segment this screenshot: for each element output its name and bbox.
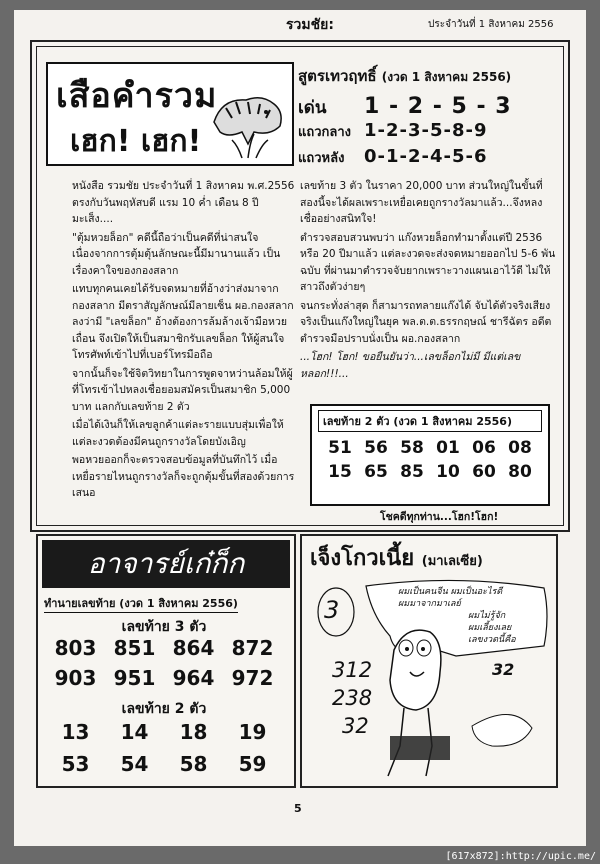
tiger-illustration: [208, 82, 288, 160]
watermark: [617x872]:http://upic.me/: [445, 851, 596, 862]
handwritten-numbers: [332, 656, 372, 740]
column-logo: [46, 62, 294, 166]
lottery-number: 56: [364, 438, 388, 458]
lottery-number: 54: [120, 752, 149, 776]
predict-title: ทำนายเลขท้าย (งวด 1 สิงหาคม 2556): [44, 594, 238, 613]
lottery-number: 65: [364, 462, 388, 482]
article-right-column: [300, 178, 556, 384]
bubble-line: ผมไม่รู้จัก: [468, 611, 506, 621]
lottery-number: 14: [120, 720, 149, 744]
lottery-number: 972: [231, 666, 274, 690]
last-two-box-title: เลขท้าย 2 ตัว (งวด 1 สิงหาคม 2556): [318, 410, 542, 432]
last-three-label: เลขท้าย 3 ตัว: [121, 619, 207, 635]
formula-row-label: แถวหลัง: [298, 151, 345, 166]
ajarn-panel: [36, 534, 296, 788]
bubble-line: ผมมาจากมาเลย์: [398, 599, 461, 609]
lottery-number: 58: [179, 752, 208, 776]
lottery-number: 53: [61, 752, 90, 776]
formula-row-value: 1-2-3-5-8-9: [364, 120, 488, 141]
article-left-column: [72, 178, 296, 504]
formula-heading: [298, 64, 552, 88]
article-paragraph: แทบทุกคนเคยได้รับจดหมายที่อ้างว่าส่งมาจากกองสลาก มีตราสัญลักษณ์มีลายเซ็น ผอ.กองสลาก ลงว่ามี "เลขล็อก" อ้างต้องการล้มล้างเจ้ามือหวยเถื่อน จึงเปิดให้เป็นสมาชิกรับเลขล็อก ให้ผู้สนใจโทรศัพท์เข้าไปที่เบอร์โทรมือถือ: [72, 283, 294, 361]
formula-row-label: แถวกลาง: [298, 125, 352, 140]
lottery-number: 59: [238, 752, 267, 776]
last-two-digit-box: [310, 404, 550, 506]
article-paragraph: เมื่อได้เงินก็ให้เลขลูกค้าแต่ละรายแบบสุ่มเพื่อให้แต่ละงวดต้องมีคนถูกรางวัลโดยบังเอิญ: [72, 419, 284, 448]
formula-title: สูตรเทวฤทธิ์: [298, 67, 377, 85]
handwritten-number: 312: [332, 658, 373, 682]
lottery-number: 13: [61, 720, 90, 744]
lottery-number: 872: [231, 636, 274, 660]
lottery-number: 803: [54, 636, 97, 660]
lottery-number: 864: [172, 636, 215, 660]
jeng-title: [310, 540, 483, 575]
jeng-title-suffix: (มาเลเซีย): [421, 554, 483, 569]
lottery-number: 08: [508, 438, 532, 458]
logo-title: เสือคำรวม: [56, 76, 218, 116]
lottery-number: 951: [113, 666, 156, 690]
formula-draw-date: (งวด 1 สิงหาคม 2556): [381, 70, 512, 84]
formula-row-value: 0-1-2-4-5-6: [364, 146, 488, 167]
article-paragraph: พอหวยออกก็จะตรวจสอบข้อมูลที่บันทึกไว้ เมื่อเหยื่อรายไหนถูกรางวัลก็จะถูกตุ้มขั้นที่สองด้วยการเสนอ: [72, 454, 295, 499]
jeng-title-text: เจ็งโกวเนี้ย: [310, 546, 415, 571]
bubble-line: ผมเลี้ยงเลย: [468, 623, 512, 633]
bubble-line: เลขงวดนี้คือ: [468, 635, 516, 645]
lottery-number: 06: [472, 438, 496, 458]
luck-line: โชคดีทุกท่าน...โฮก!โฮก!: [380, 511, 499, 523]
ajarn-banner: อาจารย์เก๋ก็ก: [42, 540, 290, 588]
lottery-number: 851: [113, 636, 156, 660]
hand-count-small: 32: [492, 660, 515, 679]
last-three-grid: [46, 636, 282, 690]
lottery-number: 85: [400, 462, 424, 482]
formula-row-middle: [298, 120, 552, 146]
last-two-label: เลขท้าย 2 ตัว: [121, 701, 207, 717]
article-paragraph: จากนั้นก็จะใช้จิตวิทยาในการพูดจาหว่านล้อมให้ผู้ที่โทรเข้าไปหลงเชื่อยอมสมัครเป็นสมาชิก 5,000 บาท แลกกับเลขท้าย 2 ตัว: [72, 367, 293, 413]
article-paragraph: ...โฮก! โฮก! ขอยืนยันว่า...เลขล็อกไม่มี มีแต่เลขหลอก!!!...: [300, 351, 521, 380]
bubble-line: ผมเป็นคนจีน ผมเป็นอะไรดี: [398, 587, 503, 597]
lottery-number: 10: [436, 462, 460, 482]
lottery-number: 51: [328, 438, 352, 458]
page-number: 5: [294, 802, 302, 815]
lottery-number: 964: [172, 666, 215, 690]
jeng-panel: [300, 534, 558, 788]
lottery-number: 18: [179, 720, 208, 744]
last-two-grid: [312, 436, 548, 484]
article-paragraph: หนังสือ รวมชัย ประจำวันที่ 1 สิงหาคม พ.ศ.2556 ตรงกับวันพฤหัสบดี แรม 10 ค่ำ เดือน 8 ปีมะเส็ง....: [72, 180, 295, 225]
article-paragraph: ตำรวจสอบสวนพบว่า แก๊งหวยล็อกทำมาตั้งแต่ปี 2536 หรือ 20 ปีมาแล้ว แต่ละงวดจะส่งจดหมายออกไป 5-6 พันฉบับ ที่ผ่านมาตำรวจจับยากเพราะวางแผนเอาไว้ดี ไม่ให้สาวถึงตัวง่ายๆ: [300, 231, 556, 293]
logo-subtitle: เฮก! เฮก!: [70, 124, 202, 159]
lottery-number: 903: [54, 666, 97, 690]
handwritten-number: 238: [332, 686, 373, 710]
article-paragraph: จนกระทั่งล่าสุด ก็สามารถทลายแก๊งได้ จับได้ตัวจริงเสียงจริงเป็นแก๊งใหญ่ในยุค พล.ต.ต.ธรรกฤษณ์ ชารีฉัตร อดีตตำรวจมือปราบนั่งเป็น ผอ.กองสลาก: [300, 299, 552, 345]
main-article-frame: [30, 40, 570, 532]
article-paragraph: เลขท้าย 3 ตัว ในราคา 20,000 บาท ส่วนใหญ่ในขั้นที่สองนี้จะได้ผลเพราะเหยื่อเคยถูกรางวัลมาแล้ว...จึงหลงเชื่ออย่างสนิทใจ!: [300, 180, 543, 225]
lottery-number: 15: [328, 462, 352, 482]
lottery-number: 58: [400, 438, 424, 458]
last-two-panel-grid: [46, 720, 282, 776]
formula-row-value: 1 - 2 - 5 - 3: [364, 94, 512, 119]
formula-row-label: เด่น: [298, 98, 327, 118]
formula-row-back: [298, 146, 552, 172]
header-date: ประจำวันที่ 1 สิงหาคม 2556: [428, 19, 554, 30]
handwritten-number: 32: [342, 714, 369, 738]
formula-section: [298, 64, 552, 172]
lottery-number: 80: [508, 462, 532, 482]
header-brand: รวมชัย:: [286, 17, 334, 33]
hand-count-big: 3: [324, 596, 340, 624]
speech-bubble: [398, 586, 550, 646]
article-paragraph: "ตุ้มหวยล็อก" คดีนี้ถือว่าเป็นคดีที่น่าสนใจ เนื่องจากการตุ้มตุ้นลักษณะนี้มีมานานแล้ว เป็นเรื่องคาใจของกองสลาก: [72, 231, 281, 277]
lottery-number: 01: [436, 438, 460, 458]
formula-row-main: [298, 94, 552, 120]
lottery-number: 60: [472, 462, 496, 482]
lottery-number: 19: [238, 720, 267, 744]
